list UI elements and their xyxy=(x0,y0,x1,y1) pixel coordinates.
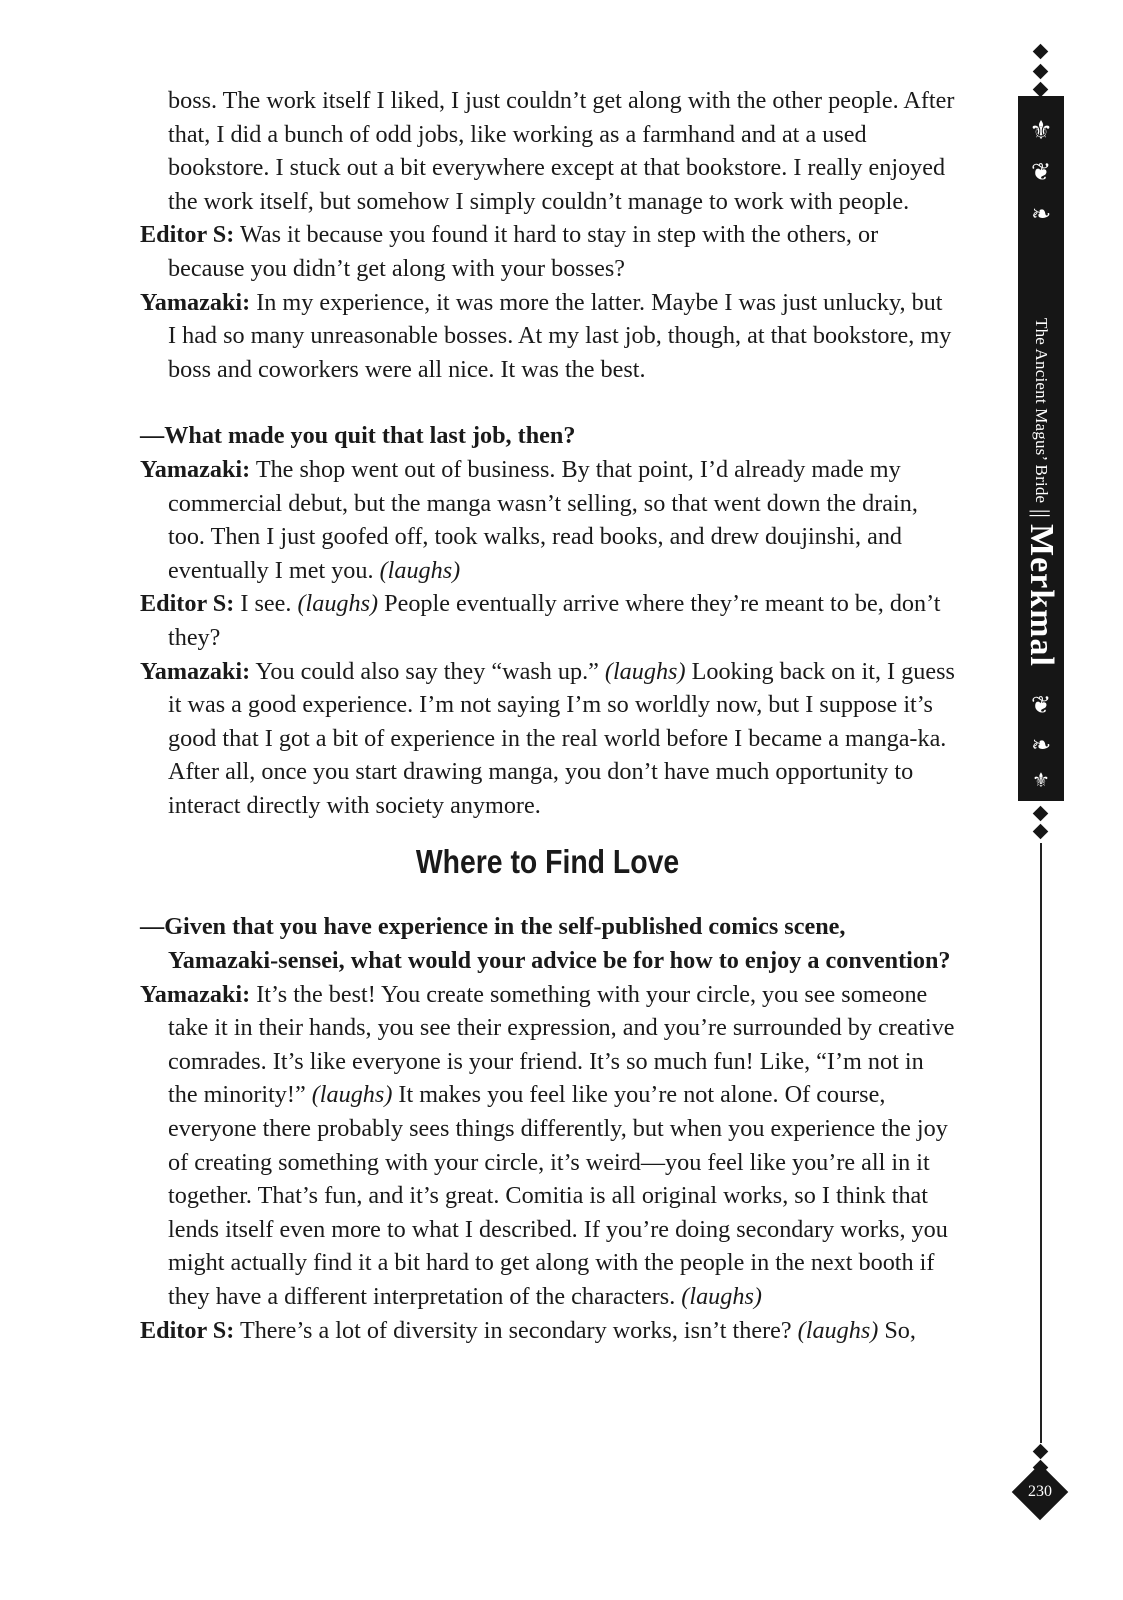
diamond-icon xyxy=(1033,1444,1049,1460)
speaker-label: Yamazaki: xyxy=(140,657,251,685)
aside-laughs: (laughs) xyxy=(681,1283,762,1310)
series-banner xyxy=(1018,96,1064,801)
flourish-ornament-icon: ❦ xyxy=(1030,691,1052,719)
diamond-icon xyxy=(1033,82,1049,98)
fleur-de-lis-ornament-icon: ⚜ xyxy=(1029,116,1053,146)
interview-question: —Given that you have experience in the self-published comics scene, Yamazaki-sensei, what would your advice be for how to enjoy a convention? xyxy=(140,913,951,975)
dialogue-text: In my experience, it was more the latter. Maybe I was just unlucky, but I had so many unreasonable bosses. At my last job, though, at that bookstore, my boss and coworkers were all nice. It was the best. xyxy=(168,288,952,383)
dialogue-yamazaki xyxy=(140,655,955,823)
dialogue-text: So, xyxy=(884,1316,916,1344)
speaker-label: Editor S: xyxy=(140,1316,235,1344)
aside-laughs: (laughs) xyxy=(379,556,461,584)
flourish-ornament-icon: ❦ xyxy=(1030,158,1052,186)
diamond-icon xyxy=(1033,44,1049,60)
diamond-icon xyxy=(1033,64,1049,80)
aside-laughs: (laughs) xyxy=(311,1081,393,1109)
paragraph-continuation xyxy=(140,84,955,218)
title-separator: || xyxy=(1029,509,1054,519)
speaker-label: Yamazaki: xyxy=(140,288,251,316)
dialogue-text: It’s the best! You create something with your circle, you see someone take it in their hands, you see their expression, and you’re surrounded by creative comrades. It’s like everyone is your friend. It’s so much fun! Like, “I’m not in the minority!” xyxy=(168,980,955,1109)
dialogue-text: The shop went out of business. By that point, I’d already made my commercial debut, but the manga wasn’t selling, so that went down the drain, too. Then I just goofed off, took walks, read books, and drew doujinshi, and eventually I met you. xyxy=(168,455,918,584)
dialogue-yamazaki xyxy=(140,978,955,1314)
dialogue-editor-s xyxy=(140,587,955,654)
side-ornament-bar xyxy=(1012,38,1070,1598)
series-title-vertical xyxy=(1018,318,1064,738)
interview-body xyxy=(140,84,955,1347)
fleur-de-lis-ornament-icon: ⚜ xyxy=(1032,768,1050,792)
dialogue-text: Was it because you found it hard to stay in step with the others, or because you didn’t get along with your bosses? xyxy=(168,221,879,282)
vertical-rule xyxy=(1040,843,1042,1443)
dialogue-yamazaki xyxy=(140,453,955,587)
dialogue-editor-s xyxy=(140,218,955,285)
dialogue-text: I see. xyxy=(240,590,292,618)
speaker-label: Yamazaki: xyxy=(140,455,251,483)
diamond-icon xyxy=(1033,806,1049,822)
flourish-ornament-icon: ❧ xyxy=(1030,731,1052,759)
section-title: Where to Find Love xyxy=(415,843,680,881)
paragraph-text: boss. The work itself I liked, I just couldn’t get along with the other people. After that, I did a bunch of odd jobs, like working as a farmhand and at a used bookstore. I stuck out a bit everywhere except at that bookstore. I really enjoyed the work itself, but somehow I simply couldn’t manage to work with people. xyxy=(168,87,955,215)
dialogue-text: People eventually arrive where they’re meant to be, don’t they? xyxy=(168,590,941,651)
aside-laughs: (laughs) xyxy=(797,1316,879,1344)
dialogue-text: There’s a lot of diversity in secondary works, isn’t there? xyxy=(239,1316,792,1344)
section-name: Merkmal xyxy=(1023,524,1060,668)
speaker-label: Editor S: xyxy=(140,221,235,249)
aside-laughs: (laughs) xyxy=(604,657,686,685)
dialogue-text: You could also say they “wash up.” xyxy=(255,657,599,685)
dialogue-text: Looking back on it, I guess it was a good experience. I’m not saying I’m so worldly now, but I suppose it’s good that I got a bit of experience in the real world before I became a manga-ka. After all, once you start drawing manga, you don’t have much opportunity to interact directly with society anymore. xyxy=(168,657,955,819)
speaker-label: Editor S: xyxy=(140,590,235,618)
spacer xyxy=(140,386,955,419)
dialogue-text: It makes you feel like you’re not alone. Of course, everyone there probably sees things differently, but when you experience the joy of creating something with your circle, it’s weird—you feel like you’re all in it together. That’s fun, and it’s great. Comitia is all original works, so I think that lends itself even more to what I described. If you’re doing secondary works, you might actually find it a bit hard to get along with the people in the next booth if they have a different interpretation of the characters. xyxy=(168,1081,948,1310)
page-number: 230 xyxy=(1028,1483,1052,1500)
dialogue-editor-s xyxy=(140,1314,955,1348)
diamond-icon xyxy=(1033,824,1049,840)
series-name: The Ancient Magus’ Bride xyxy=(1032,318,1051,504)
speaker-label: Yamazaki: xyxy=(140,980,251,1008)
dialogue-yamazaki xyxy=(140,286,955,387)
flourish-ornament-icon: ❧ xyxy=(1030,200,1052,228)
aside-laughs: (laughs) xyxy=(297,590,379,618)
interview-question: —What made you quit that last job, then? xyxy=(140,422,576,450)
